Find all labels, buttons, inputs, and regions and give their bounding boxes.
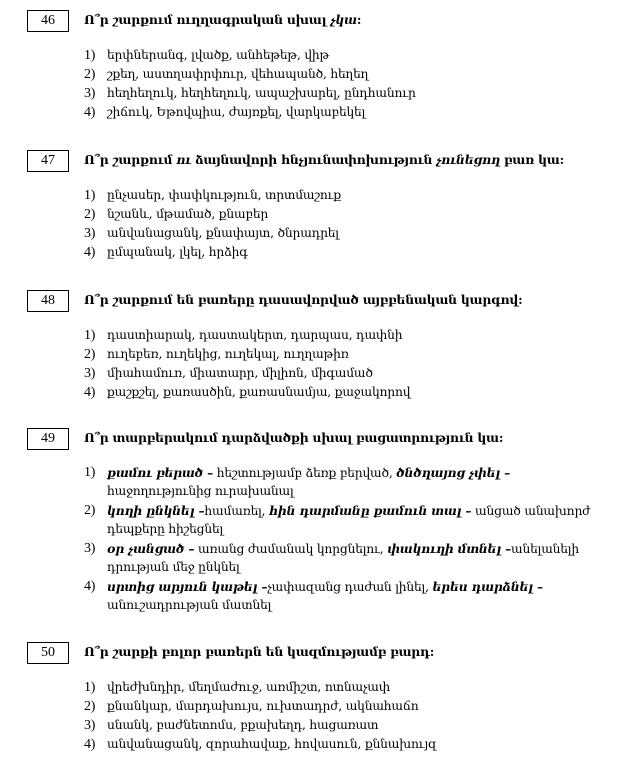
question-number: 48 bbox=[27, 290, 69, 312]
option-text: շիճուկ, Եթովպիա, ժայռքել, վարկաբեկել bbox=[107, 105, 366, 119]
option-text: ընչասեր, փափկություն, տրտմաշուք bbox=[107, 188, 342, 202]
explanation: չափազանց դաժան լինել, bbox=[267, 580, 433, 594]
question-text: Ո՞ր շարքում ուղղագրական սխալ չկա: bbox=[84, 12, 362, 27]
option-text: հեղհեղուկ, հեղհեղուկ, ապաշխարել, ընդհանուր bbox=[107, 86, 416, 100]
option-number: 4) bbox=[84, 105, 96, 120]
option-text: քնանկար, մարդախույս, ուխտադրժ, ակնահաճո bbox=[107, 699, 419, 713]
option-number: 1) bbox=[84, 465, 96, 480]
question-number: 49 bbox=[27, 428, 69, 450]
option-text: դաստիարակ, դաստակերտ, դարպաս, դափնի bbox=[107, 328, 403, 342]
explanation: համառել, bbox=[204, 504, 270, 518]
option-text: ըմպանակ, լկել, հրձիգ bbox=[107, 245, 248, 259]
question-text: Ո՞ր տարբերակում դարձվածքի սխալ բացատրություն կա: bbox=[84, 430, 504, 445]
option-number: 4) bbox=[84, 385, 96, 400]
idiom: հին դարմանը քամուն տալ – bbox=[269, 503, 472, 518]
option-number: 3) bbox=[84, 541, 96, 556]
option-text: սնանկ, բաժնետոմս, բքախեղդ, հացառատ bbox=[107, 718, 379, 732]
option-text: շքեղ, աստղափրփուր, վեհապանծ, հեղեղ bbox=[107, 67, 369, 81]
option-text: ուղեբեռ, ուղեկից, ուղեկալ, ուղղաթիռ bbox=[107, 347, 349, 361]
option-number: 2) bbox=[84, 503, 96, 518]
explanation: հեշտությամբ ձեռք բերված, bbox=[213, 466, 397, 480]
question-number: 47 bbox=[27, 150, 69, 172]
question-text: Ո՞ր շարքում ու ձայնավորի հնչյունափոխություն չունեցող բառ կա: bbox=[84, 152, 564, 167]
option-text: անվանացանկ, քնափայտ, ծնրադրել bbox=[107, 226, 339, 240]
option-number: 1) bbox=[84, 188, 96, 203]
option-number: 1) bbox=[84, 328, 96, 343]
option-4 bbox=[84, 578, 594, 614]
explanation: հաջողությունից ուրախանալ bbox=[107, 484, 294, 498]
option-text: նշանև, մթամած, քնաբեր bbox=[107, 207, 269, 221]
question-text: Ո՞ր շարքի բոլոր բառերն են կազմությամբ բարդ: bbox=[84, 644, 435, 659]
option-text: վրեժխնդիր, մեղմաժուջ, առմիշտ, ոտնաչափ bbox=[107, 680, 390, 694]
idiom: օր չանցած – bbox=[107, 541, 195, 556]
option-text: երփներանգ, լվածք, անհեթեթ, վիթ bbox=[107, 48, 330, 62]
idiom: քամու բերած – bbox=[107, 465, 214, 480]
explanation: անցած անախորժ դեպքերը հիշեցնել bbox=[107, 504, 591, 536]
explanation: անուշադրության մատնել bbox=[107, 598, 272, 612]
explanation: անելանելի դրության մեջ ընկնել bbox=[107, 542, 579, 574]
option-1 bbox=[84, 464, 594, 500]
option-text: քաշքշել, քառասծին, քառասնամյա, քաջակորով bbox=[107, 385, 411, 399]
option-number: 2) bbox=[84, 347, 96, 362]
explanation: առանց ժամանակ կորցնելու, bbox=[194, 542, 388, 556]
question-number: 46 bbox=[27, 10, 69, 32]
idiom: սրտից արյուն կաթել – bbox=[107, 579, 268, 594]
idiom: փակուղի մտնել – bbox=[387, 541, 512, 556]
option-text: անվանացանկ, զորահավաք, հովասուն, քննախույզ bbox=[107, 737, 437, 751]
option-3 bbox=[84, 540, 594, 576]
option-number: 4) bbox=[84, 245, 96, 260]
option-number: 3) bbox=[84, 226, 96, 241]
idiom: ծնծղայոց չփել – bbox=[396, 465, 511, 480]
option-number: 2) bbox=[84, 207, 96, 222]
question-number: 50 bbox=[27, 642, 69, 664]
option-number: 3) bbox=[84, 718, 96, 733]
idiom: երես դարձնել – bbox=[432, 579, 543, 594]
question-text: Ո՞ր շարքում են բառերը դասավորված այբբենական կարգով: bbox=[84, 292, 523, 307]
option-number: 3) bbox=[84, 366, 96, 381]
option-number: 2) bbox=[84, 67, 96, 82]
option-number: 2) bbox=[84, 699, 96, 714]
option-number: 1) bbox=[84, 48, 96, 63]
option-text: միահամուռ, միատարր, միլիոն, միգամած bbox=[107, 366, 373, 380]
option-number: 4) bbox=[84, 579, 96, 594]
option-number: 3) bbox=[84, 86, 96, 101]
option-number: 1) bbox=[84, 680, 96, 695]
option-2 bbox=[84, 502, 594, 538]
option-number: 4) bbox=[84, 737, 96, 752]
idiom: կողի ընկնել – bbox=[107, 503, 205, 518]
